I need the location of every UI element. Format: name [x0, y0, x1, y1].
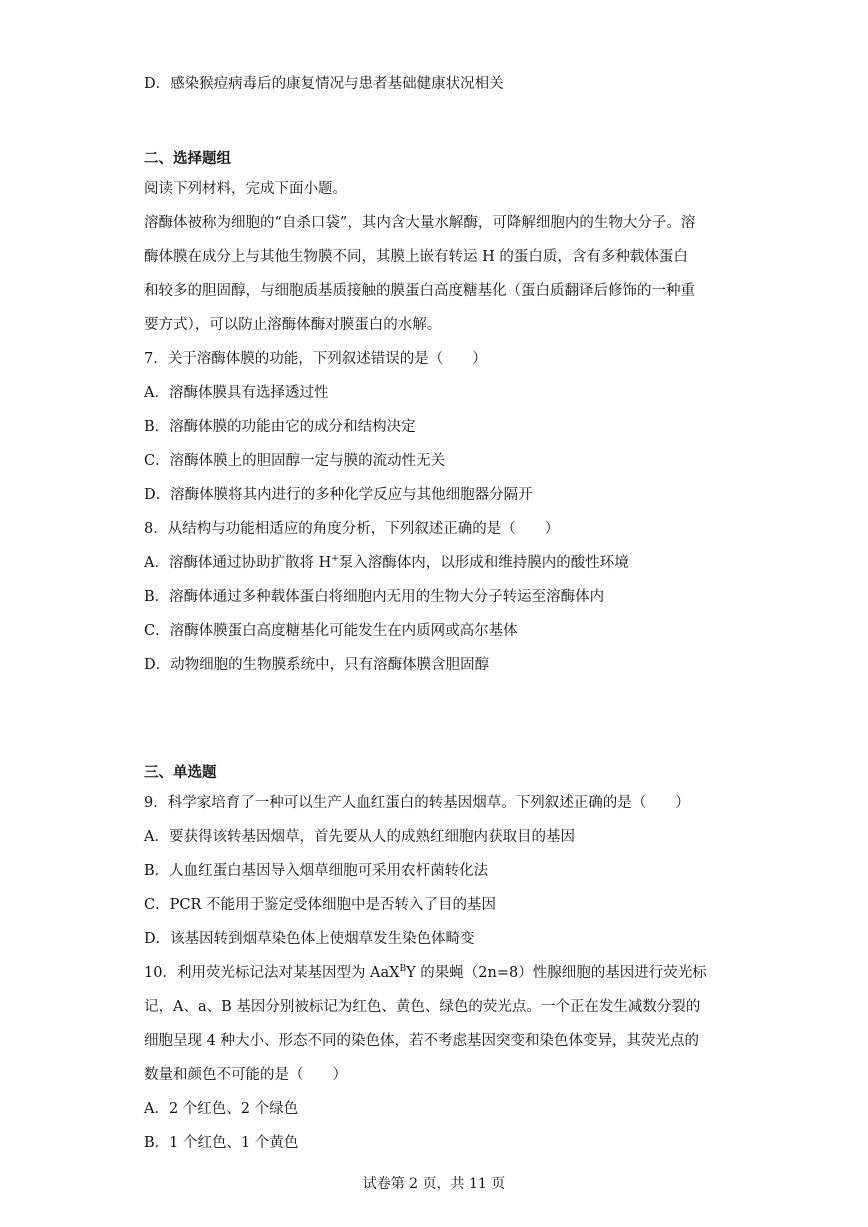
section2-title: 二、选择题组 — [144, 151, 231, 167]
q8-option-a — [144, 554, 629, 572]
q8-option-d: D．动物细胞的生物膜系统中，只有溶酶体膜含胆固醇 — [144, 657, 490, 673]
q10-stem-line-4: 数量和颜色不可能的是（ ） — [144, 1067, 347, 1083]
q8-option-a-post: 泵入溶酶体内，以形成和维持膜内的酸性环境 — [338, 555, 629, 571]
q7-option-d: D．溶酶体膜将其内进行的多种化学反应与其他细胞器分隔开 — [144, 487, 533, 503]
q9-option-d: D．该基因转到烟草染色体上使烟草发生染色体畸变 — [144, 931, 475, 947]
q9-option-c: C．PCR 不能用于鉴定受体细胞中是否转入了目的基因 — [144, 897, 496, 913]
section2-instruction: 阅读下列材料，完成下面小题。 — [144, 181, 347, 197]
option-d-prev: D．感染猴痘病毒后的康复情况与患者基础健康状况相关 — [144, 76, 504, 92]
q10-stem-line-2: 记，A、a、B 基因分别被标记为红色、黄色、绿色的荧光点。一个正在发生减数分裂的 — [144, 999, 701, 1015]
q7-option-c: C．溶酶体膜上的胆固醇一定与膜的流动性无关 — [144, 453, 446, 469]
q8-option-b: B．溶酶体通过多种载体蛋白将细胞内无用的生物大分子转运至溶酶体内 — [144, 589, 605, 605]
page-footer: 试卷第 2 页，共 11 页 — [362, 1176, 506, 1192]
section3-title: 三、单选题 — [144, 765, 217, 781]
q7-stem: 7．关于溶酶体膜的功能，下列叙述错误的是（ ） — [144, 351, 487, 367]
q9-stem: 9．科学家培育了一种可以生产人血红蛋白的转基因烟草。下列叙述正确的是（ ） — [144, 795, 690, 811]
q10-option-a: A．2 个红色、2 个绿色 — [144, 1101, 299, 1117]
passage-line-3: 和较多的胆固醇，与细胞质基质接触的膜蛋白高度糖基化（蛋白质翻译后修饰的一种重 — [144, 283, 695, 299]
q8-option-c: C．溶酶体膜蛋白高度糖基化可能发生在内质网或高尔基体 — [144, 623, 518, 639]
passage-line-1: 溶酶体被称为细胞的“自杀口袋”，其内含大量水解酶，可降解细胞内的生物大分子。溶 — [144, 215, 696, 231]
passage-line-4: 要方式），可以防止溶酶体酶对膜蛋白的水解。 — [144, 317, 442, 333]
q10-stem-sup: B — [399, 964, 407, 975]
q7-option-a: A．溶酶体膜具有选择透过性 — [144, 385, 329, 401]
q8-option-a-pre: A．溶酶体通过协助扩散将 H — [144, 555, 332, 571]
q9-option-b: B．人血红蛋白基因导入烟草细胞可采用农杆菌转化法 — [144, 863, 489, 879]
q8-option-a-sup: + — [331, 554, 339, 565]
q10-stem-line-1 — [144, 964, 707, 982]
q7-option-b: B．溶酶体膜的功能由它的成分和结构决定 — [144, 419, 416, 435]
q9-option-a: A．要获得该转基因烟草，首先要从人的成熟红细胞内获取目的基因 — [144, 829, 575, 845]
q10-stem-line-3: 细胞呈现 4 种大小、形态不同的染色体，若不考虑基因突变和染色体变异，其荧光点的 — [144, 1033, 699, 1049]
q10-option-b: B．1 个红色、1 个黄色 — [144, 1135, 299, 1151]
q10-stem-pre: 10．利用荧光标记法对某基因型为 AaX — [144, 965, 400, 981]
q8-stem: 8．从结构与功能相适应的角度分析，下列叙述正确的是（ ） — [144, 521, 560, 537]
passage-line-2: 酶体膜在成分上与其他生物膜不同，其膜上嵌有转运 H 的蛋白质，含有多种载体蛋白 — [144, 249, 688, 265]
q10-stem-post: Y 的果蝇（2n=8）性腺细胞的基因进行荧光标 — [406, 965, 707, 981]
